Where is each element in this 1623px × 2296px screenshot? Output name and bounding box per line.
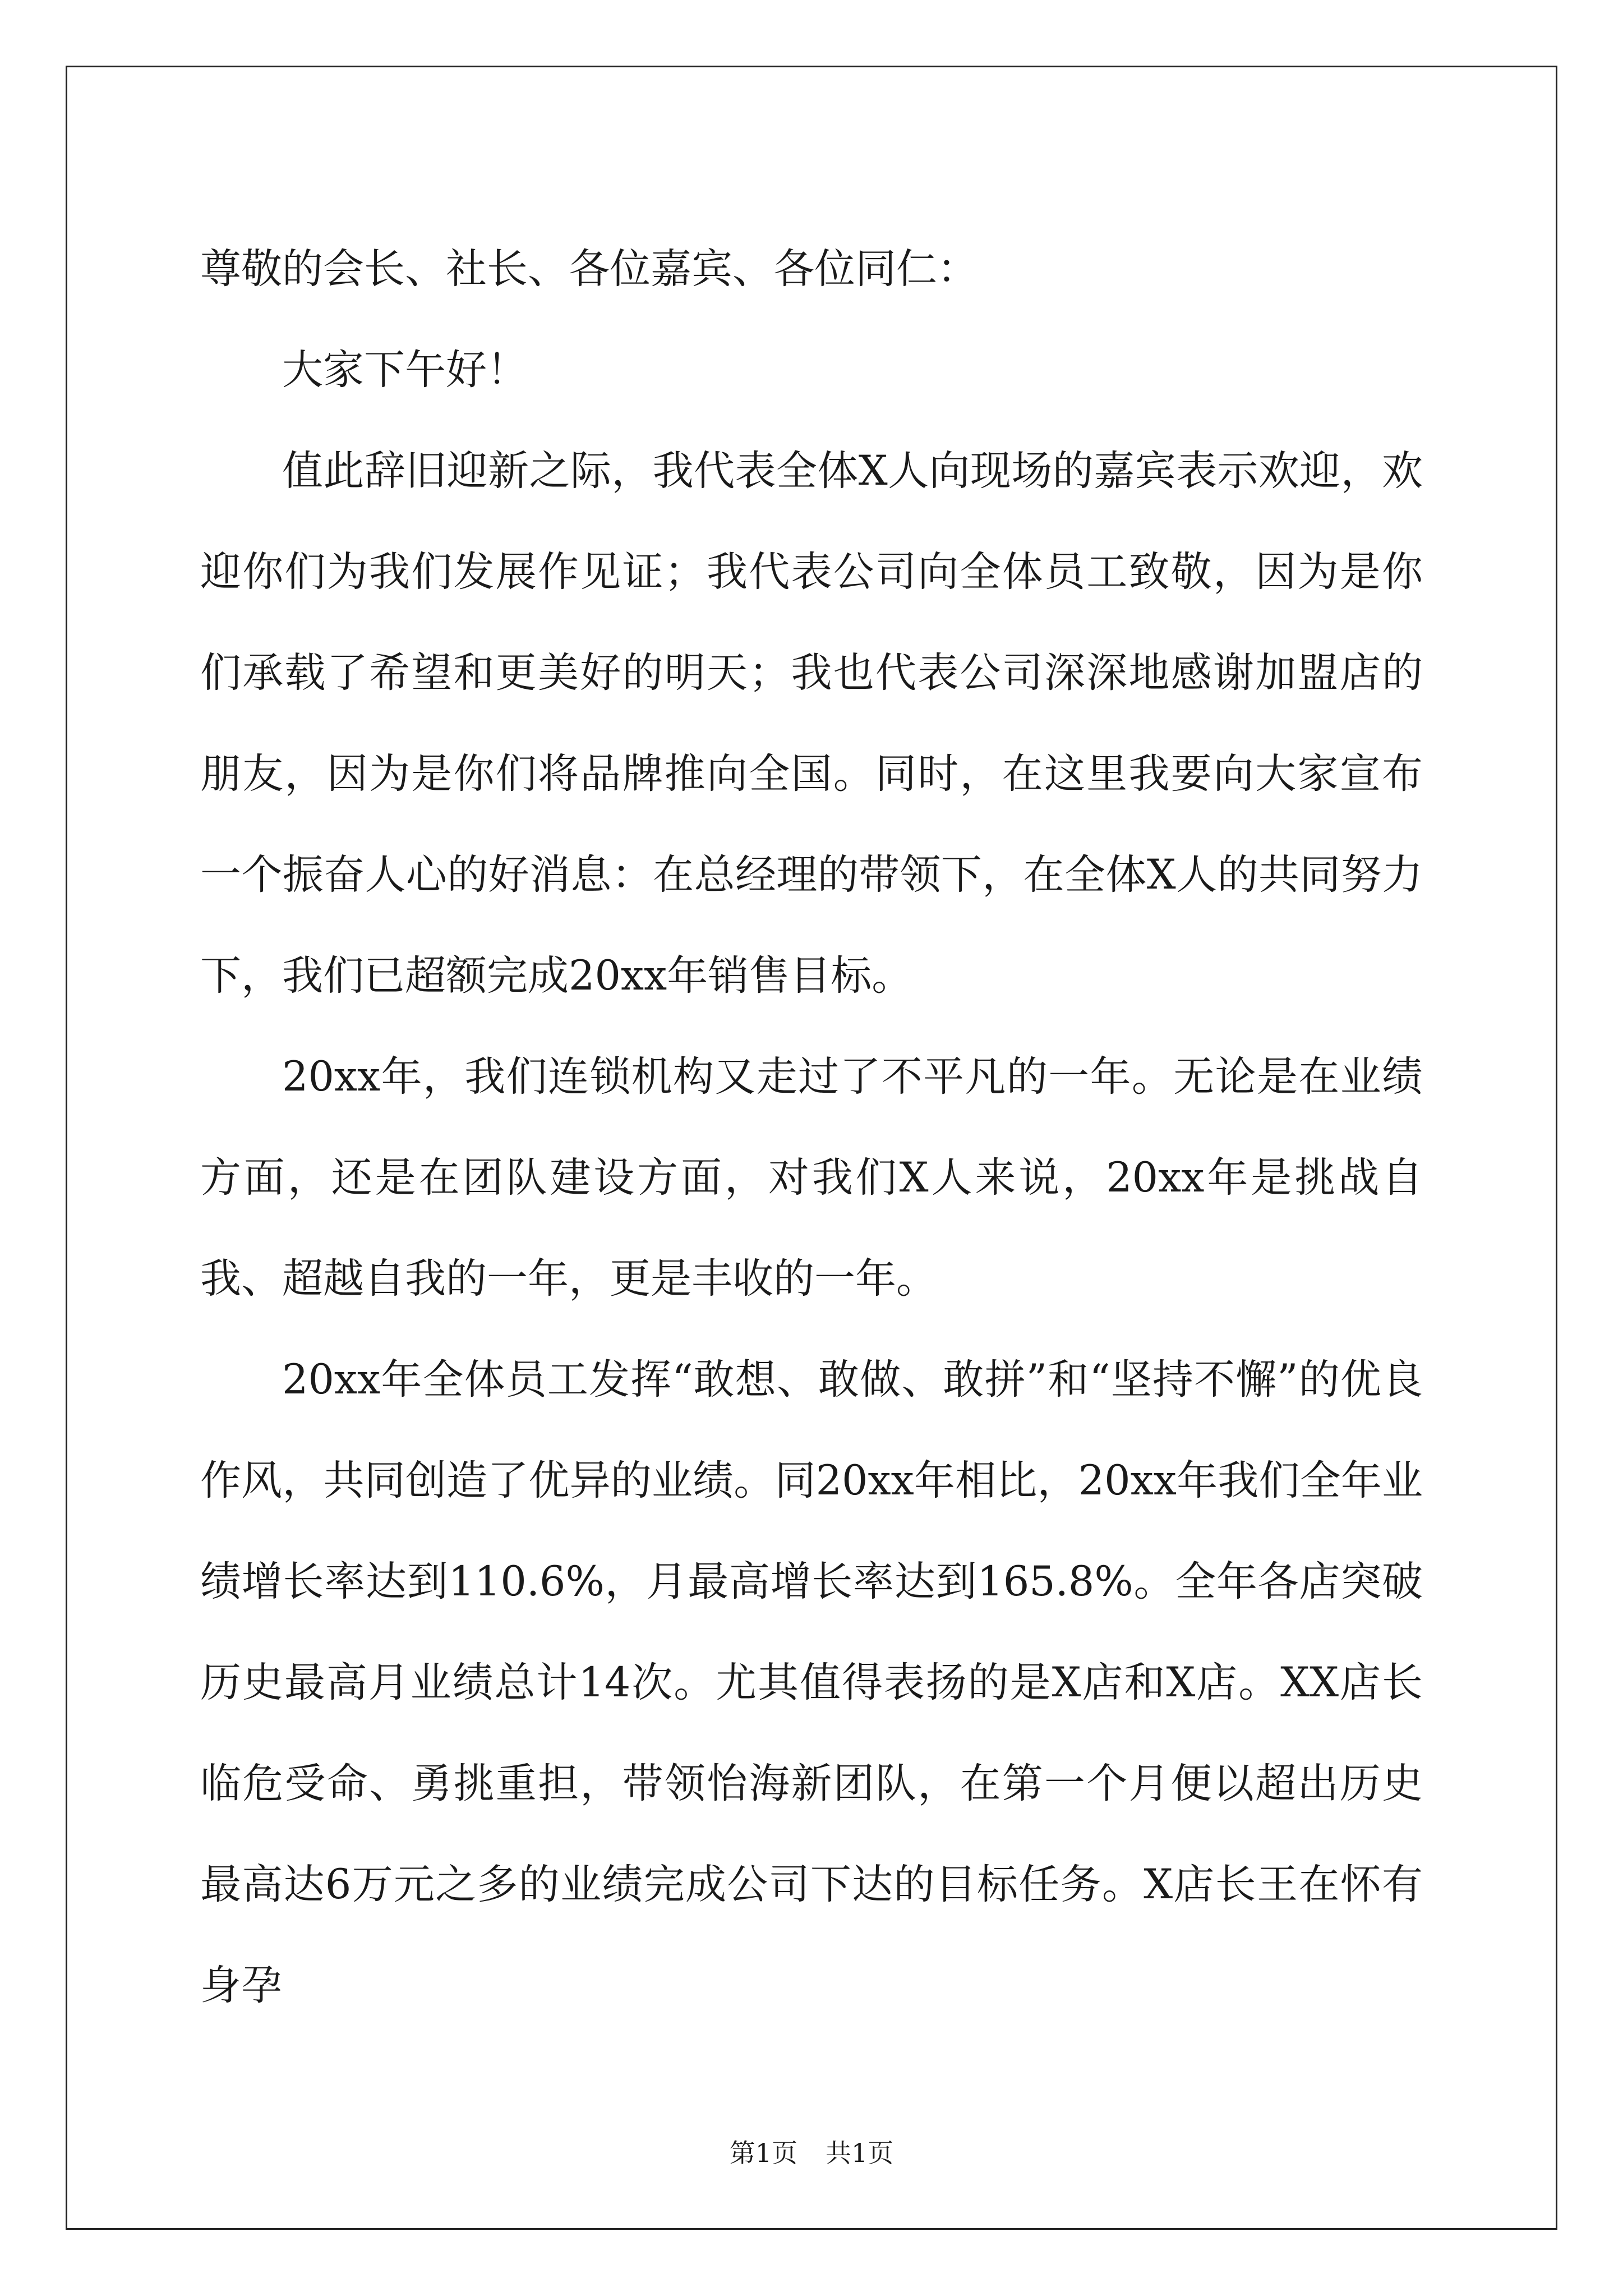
salutation: 尊敬的会长、社长、各位嘉宾、各位同仁： — [200, 245, 978, 293]
page-number: 第1页 — [729, 2138, 797, 2168]
page-total: 共1页 — [826, 2138, 894, 2168]
page-footer — [0, 2136, 1623, 2170]
paragraph-3: 20xx年全体员工发挥“敢想、敢做、敢拼”和“坚持不懈”的优良作风，共同创造了优异的业绩。同20xx年相比，20xx年我们全年业绩增长率达到110.6%，月最高增长率达到165.8%。全年各店突破历史最高月业绩总计14次。尤其值得表扬的是X店和X店。XX店长临危受命、勇挑重担，带领怡海新团队，在第一个月便以超出历史最高达6万元之多的业绩完成公司下达的目标任务。X店长王在怀有身孕 — [200, 1356, 1423, 2009]
paragraph-2: 20xx年，我们连锁机构又走过了不平凡的一年。无论是在业绩方面，还是在团队建设方面，对我们X人来说，20xx年是挑战自我、超越自我的一年，更是丰收的一年。 — [200, 1053, 1423, 1303]
document-body — [200, 219, 1423, 2036]
paragraph-greeting: 大家下午好！ — [282, 346, 528, 394]
paragraph-1: 值此辞旧迎新之际，我代表全体X人向现场的嘉宾表示欢迎，欢迎你们为我们发展作见证；我代表公司向全体员工致敬，因为是你们承载了希望和更美好的明天；我也代表公司深深地感谢加盟店的朋友，因为是你们将品牌推向全国。同时，在这里我要向大家宣布一个振奋人心的好消息：在总经理的带领下，在全体X人的共同努力下，我们已超额完成20xx年销售目标。 — [200, 447, 1423, 1000]
